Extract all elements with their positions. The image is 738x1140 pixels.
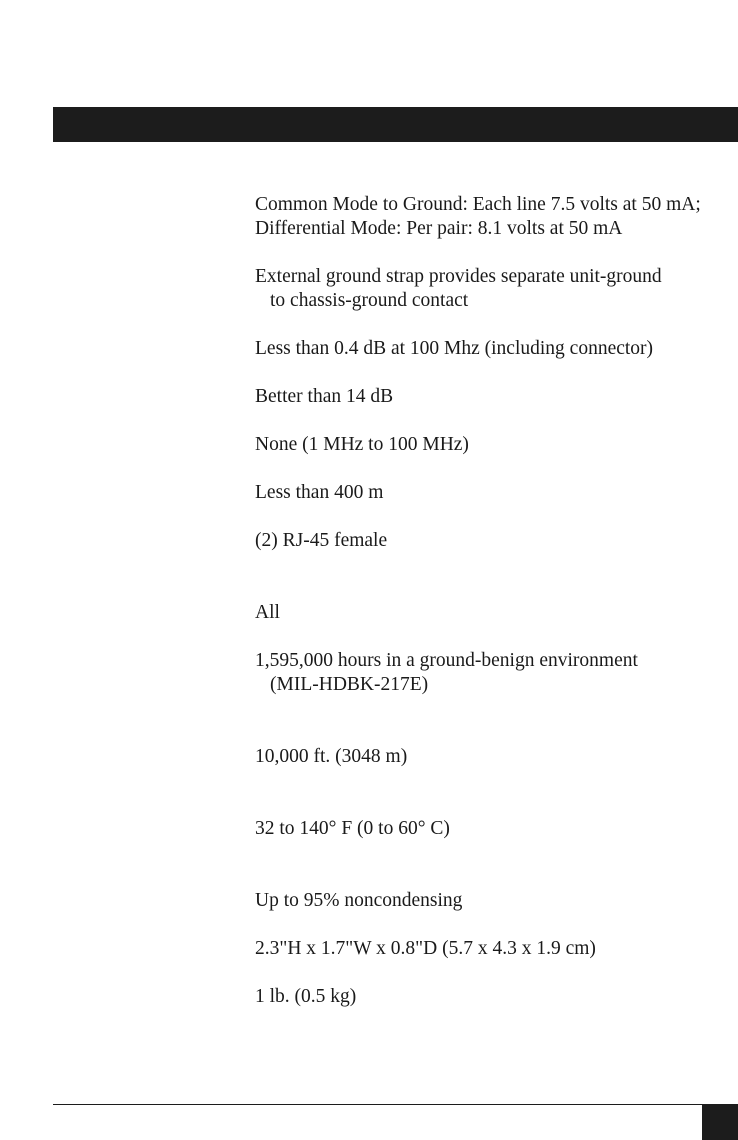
spec-temperature (255, 817, 738, 841)
spec-value: 1 lb. (0.5 kg) (255, 986, 357, 1007)
spec-value: (2) RJ-45 female (255, 530, 388, 551)
spec-protected-lines (255, 601, 738, 625)
spec-grounding (255, 265, 738, 313)
spec-value: 10,000 ft. (3048 m) (255, 746, 408, 767)
spec-insertion-loss (255, 337, 738, 361)
spec-surge-protection (255, 193, 738, 241)
spec-mtbf (255, 649, 738, 697)
spec-distance (255, 481, 738, 505)
spec-value: All (255, 602, 280, 623)
spec-value: 2.3"H x 1.7"W x 0.8"D (5.7 x 4.3 x 1.9 cm) (255, 938, 596, 959)
spec-value: 32 to 140° F (0 to 60° C) (255, 818, 450, 839)
spec-value-continued: to chassis-ground contact (270, 290, 469, 311)
spec-value: External ground strap provides separate unit-ground (255, 266, 662, 287)
spec-return-loss (255, 385, 738, 409)
spec-value: Less than 0.4 dB at 100 Mhz (including connector) (255, 338, 654, 359)
spec-value: 1,595,000 hours in a ground-benign environment (255, 650, 638, 671)
spec-altitude (255, 745, 738, 769)
spec-connectors (255, 529, 738, 553)
spec-humidity (255, 889, 738, 913)
spec-value-continued: Differential Mode: Per pair: 8.1 volts at 50 mA (255, 218, 623, 239)
page-tab (702, 1104, 738, 1140)
spec-value: Common Mode to Ground: Each line 7.5 volts at 50 mA; (255, 194, 701, 215)
spec-value-continued: (MIL-HDBK-217E) (270, 674, 429, 695)
spec-value: Less than 400 m (255, 482, 384, 503)
spec-value: None (1 MHz to 100 MHz) (255, 434, 469, 455)
spec-value: Up to 95% noncondensing (255, 890, 463, 911)
spec-weight (255, 985, 738, 1009)
spec-value: Better than 14 dB (255, 386, 394, 407)
spec-size (255, 937, 738, 961)
footer-rule (53, 1104, 738, 1105)
spec-frequency-response (255, 433, 738, 457)
